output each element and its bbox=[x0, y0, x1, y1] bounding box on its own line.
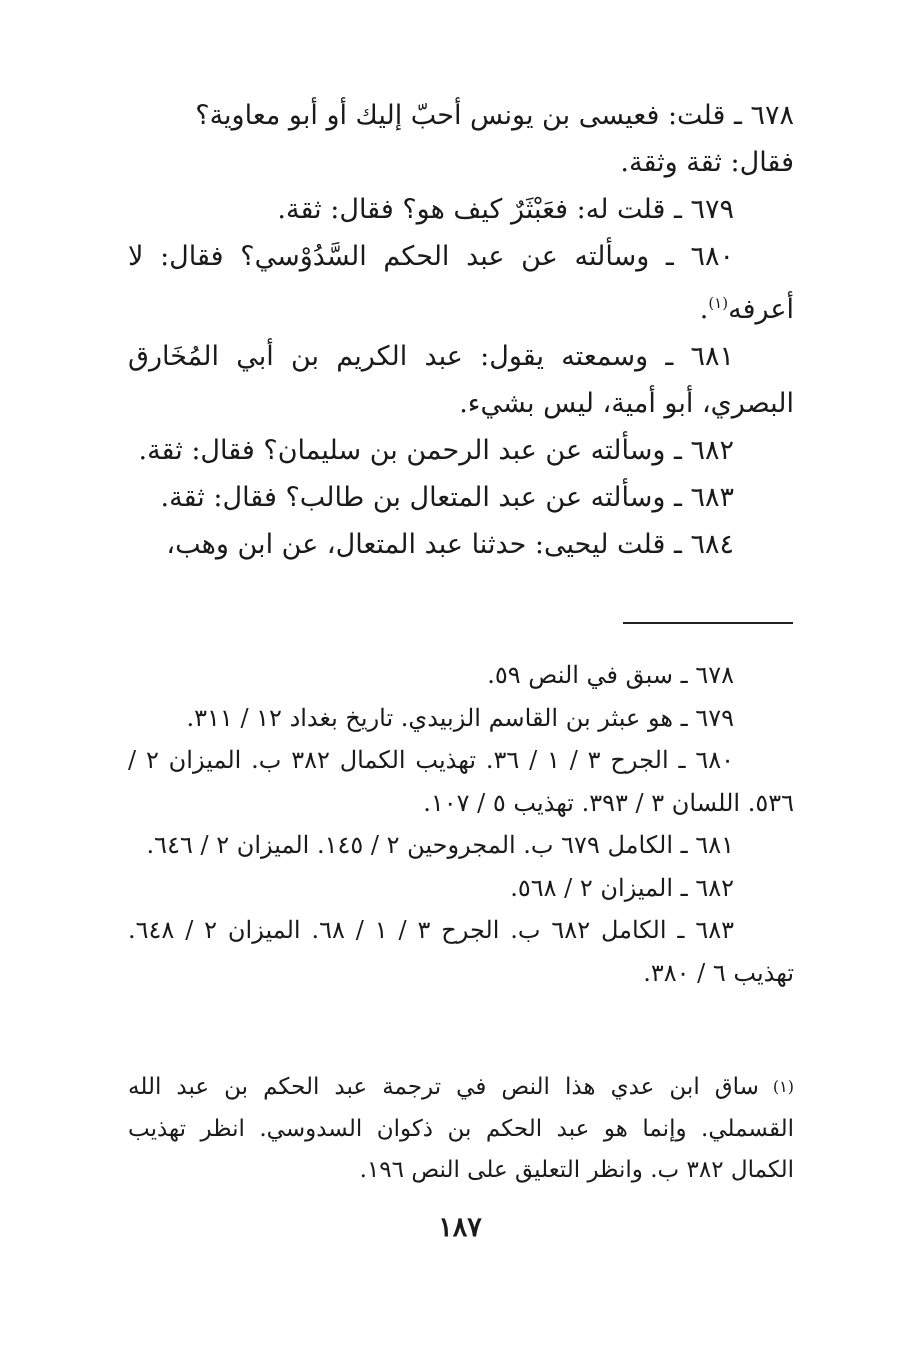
entry-684: ٦٨٤ ـ قلت ليحيى: حدثنا عبد المتعال، عن ابن وهب، bbox=[166, 529, 734, 560]
entry-683: ٦٨٣ ـ وسألته عن عبد المتعال بن طالب؟ فقال: ثقة. bbox=[160, 482, 734, 513]
note-678: ٦٧٨ ـ سبق في النص ٥٩. bbox=[487, 661, 734, 689]
entry-681: ٦٨١ ـ وسمعته يقول: عبد الكريم بن أبي المُخَارق البصري، أبو أمية، ليس بشيء. bbox=[128, 341, 794, 419]
entry-680 bbox=[128, 233, 794, 333]
footnote-separator bbox=[623, 622, 793, 624]
footnote-text: ساق ابن عدي هذا النص في ترجمة عبد الحكم بن عبد الله القسملي. وإنما هو عبد الحكم بن ذكوان السدوسي. انظر تهذيب الكمال ٣٨٢ ب. وانظر التعليق على النص ١٩٦. bbox=[128, 1074, 794, 1183]
note-680: ٦٨٠ ـ الجرح ٣ / ١ / ٣٦. تهذيب الكمال ٣٨٢ ب. الميزان ٢ / ٥٣٦. اللسان ٣ / ٣٩٣. تهذيب ٥ / ١٠٧. bbox=[128, 746, 794, 817]
footnote-marker: (١) bbox=[772, 1077, 794, 1096]
entry-680-text: ٦٨٠ ـ وسألته عن عبد الحكم السَّدُوْسي؟ فقال: لا أعرفه bbox=[128, 241, 794, 325]
main-text bbox=[128, 92, 794, 568]
footnote-reference: (١) bbox=[708, 294, 729, 312]
entry-680-end: . bbox=[699, 294, 709, 325]
note-683: ٦٨٣ ـ الكامل ٦٨٢ ب. الجرح ٣ / ١ / ٦٨. الميزان ٢ / ٦٤٨. تهذيب ٦ / ٣٨٠. bbox=[128, 916, 794, 987]
note-682: ٦٨٢ ـ الميزان ٢ / ٥٦٨. bbox=[510, 873, 734, 902]
source-notes bbox=[128, 654, 794, 994]
page-number: ١٨٧ bbox=[438, 1212, 482, 1243]
note-681: ٦٨١ ـ الكامل ٦٧٩ ب. المجروحين ٢ / ١٤٥. الميزان ٢ / ٦٤٦. bbox=[146, 831, 734, 859]
note-679: ٦٧٩ ـ هو عبثر بن القاسم الزبيدي. تاريخ بغداد ١٢ / ٣١١. bbox=[186, 703, 734, 732]
entry-682: ٦٨٢ ـ وسألته عن عبد الرحمن بن سليمان؟ فقال: ثقة. bbox=[138, 435, 734, 466]
footnote bbox=[128, 1066, 794, 1192]
entry-679: ٦٧٩ ـ قلت له: فعَبْثَرٌ كيف هو؟ فقال: ثقة. bbox=[277, 194, 734, 225]
entry-678-continuation: فقال: ثقة وثقة. bbox=[620, 147, 794, 178]
entry-678: ٦٧٨ ـ قلت: فعيسى بن يونس أحبّ إليك أو أبو معاوية؟ bbox=[195, 100, 794, 131]
footnote-paragraph bbox=[128, 1066, 794, 1192]
